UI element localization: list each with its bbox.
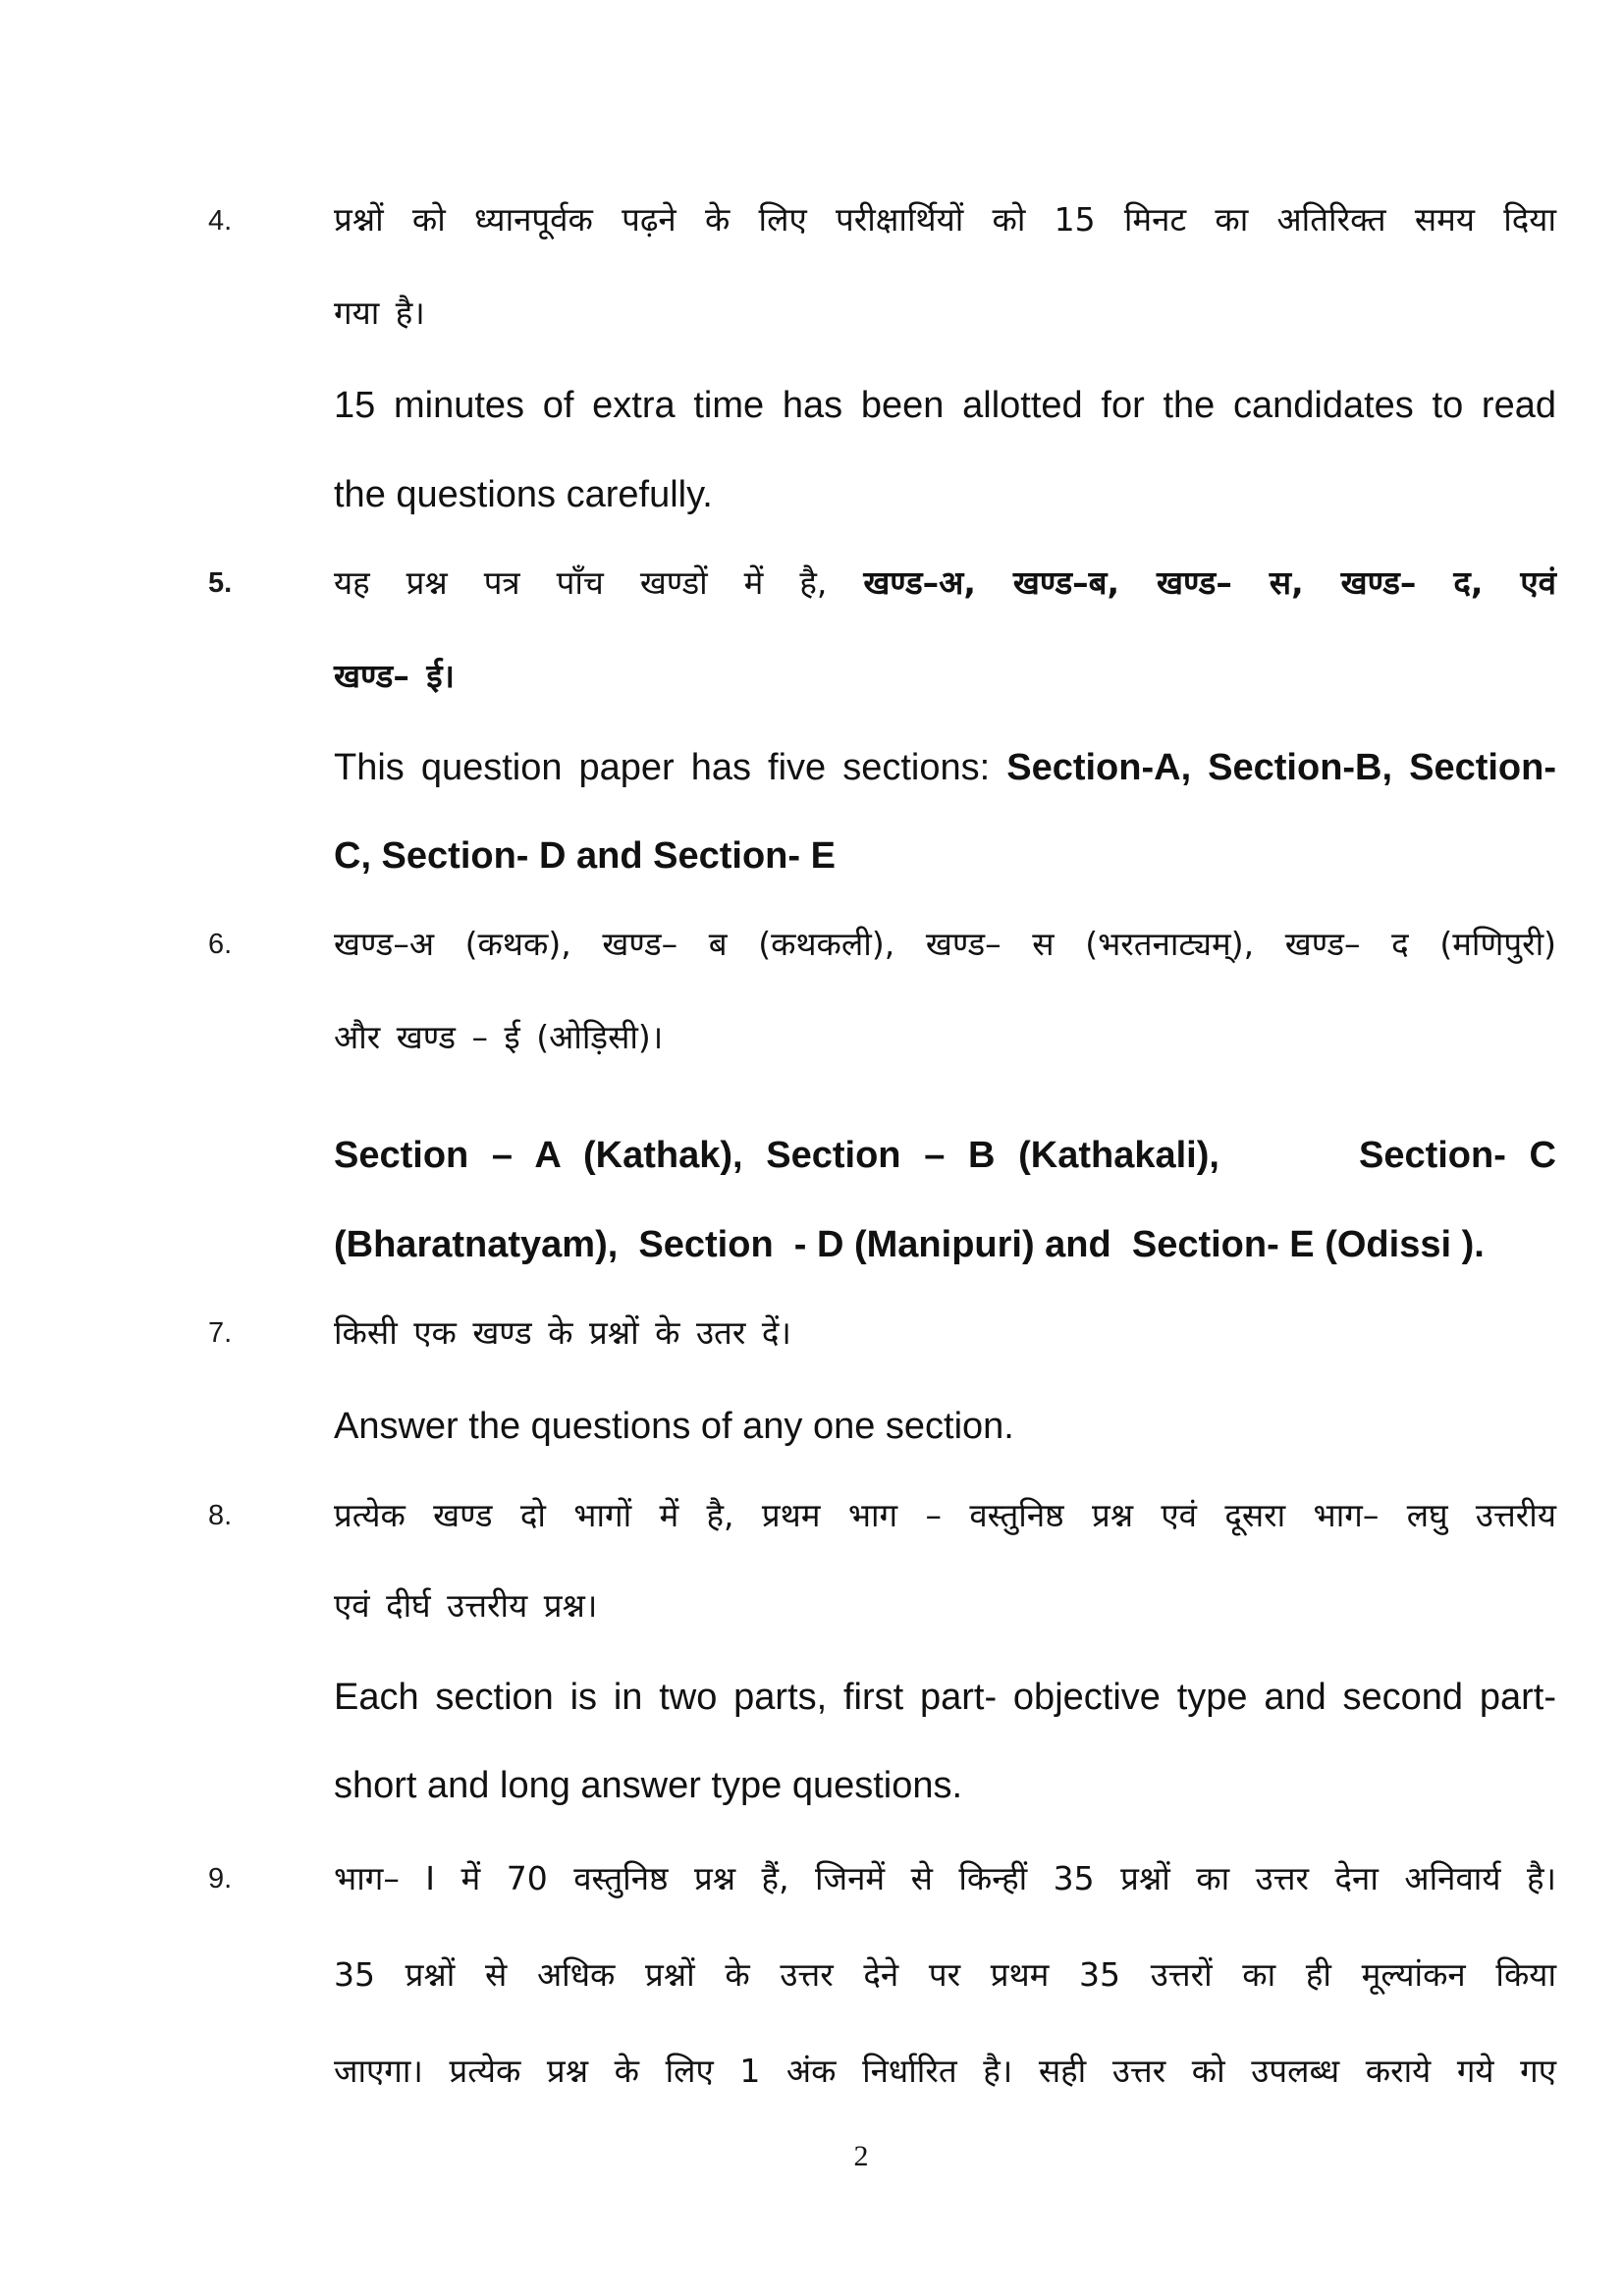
item-5-hindi-line-2 bbox=[334, 653, 1556, 700]
item-9-hindi-line-3: जाएगा। प्रत्येक प्रश्न के लिए 1 अंक निर्धारित है। सही उत्तर को उपलब्ध कराये गये गए bbox=[334, 2052, 1556, 2090]
item-5-hindi-line-1-bold: खण्ड–अ, खण्ड–ब, खण्ड– स, खण्ड– द, एवं bbox=[863, 563, 1556, 602]
item-number-5: 5. bbox=[208, 567, 233, 599]
item-5-english-line-2 bbox=[334, 832, 1556, 880]
item-6-english-line-1: Section – A (Kathak), Section – B (Kathakali), Section- C bbox=[334, 1135, 1556, 1176]
item-5-english-line-1-plain: This question paper has five sections: bbox=[334, 747, 1007, 788]
item-5-hindi-line-2-bold: खण्ड– ई। bbox=[334, 657, 456, 695]
item-number-8: 8. bbox=[208, 1500, 233, 1531]
item-9-hindi-line-1: भाग– I में 70 वस्तुनिष्ठ प्रश्न हैं, जिनमें से किन्हीं 35 प्रश्नों का उत्तर देना अनिवार्य है। bbox=[334, 1859, 1556, 1897]
item-number-4: 4. bbox=[208, 205, 233, 237]
item-6-hindi-line-2: और खण्ड – ई (ओड़िसी)। bbox=[334, 1018, 664, 1056]
item-7-hindi-line-1: किसी एक खण्ड के प्रश्नों के उतर दें। bbox=[334, 1313, 791, 1352]
item-7-english-line-1: Answer the questions of any one section. bbox=[334, 1406, 1014, 1447]
item-5-english-line-2-bold: C, Section- D and Section- E bbox=[334, 835, 836, 877]
item-number-6: 6. bbox=[208, 929, 233, 960]
item-number-9: 9. bbox=[208, 1863, 233, 1895]
item-4-english-line-1: 15 minutes of extra time has been allotted for the candidates to read bbox=[334, 385, 1556, 426]
item-number-7: 7. bbox=[208, 1317, 233, 1349]
item-6-hindi-line-1: खण्ड–अ (कथक), खण्ड– ब (कथकली), खण्ड– स (भरतनाट्यम्), खण्ड– द (मणिपुरी) bbox=[334, 925, 1556, 963]
item-8-hindi-line-1: प्रत्येक खण्ड दो भागों में है, प्रथम भाग – वस्तुनिष्ठ प्रश्न एवं दूसरा भाग– लघु उत्तरीय bbox=[334, 1496, 1556, 1534]
page-number: 2 bbox=[853, 2140, 869, 2172]
item-4-hindi-line-1: प्रश्नों को ध्यानपूर्वक पढ़ने के लिए परीक्षार्थियों को 15 मिनट का अतिरिक्त समय दिया bbox=[334, 200, 1556, 239]
item-8-english-line-1: Each section is in two parts, first part- objective type and second part- bbox=[334, 1677, 1556, 1718]
item-5-english-line-1-bold: Section-A, Section-B, Section- bbox=[1006, 747, 1556, 788]
item-9-hindi-line-2: 35 प्रश्नों से अधिक प्रश्नों के उत्तर देने पर प्रथम 35 उत्तरों का ही मूल्यांकन किया bbox=[334, 1955, 1556, 1994]
item-4-hindi-line-2: गया है। bbox=[334, 294, 425, 332]
item-5-hindi-line-1 bbox=[334, 560, 1556, 607]
item-8-english-line-2: short and long answer type questions. bbox=[334, 1765, 963, 1806]
item-5-hindi-line-1-plain: यह प्रश्न पत्र पाँच खण्डों में है, bbox=[334, 563, 864, 602]
item-5-english-line-1 bbox=[334, 744, 1556, 791]
item-8-hindi-line-2: एवं दीर्घ उत्तरीय प्रश्न। bbox=[334, 1586, 598, 1625]
item-4-english-line-2: the questions carefully. bbox=[334, 474, 713, 515]
item-6-english-line-2: (Bharatnatyam), Section - D (Manipuri) and Section- E (Odissi ). bbox=[334, 1224, 1485, 1265]
